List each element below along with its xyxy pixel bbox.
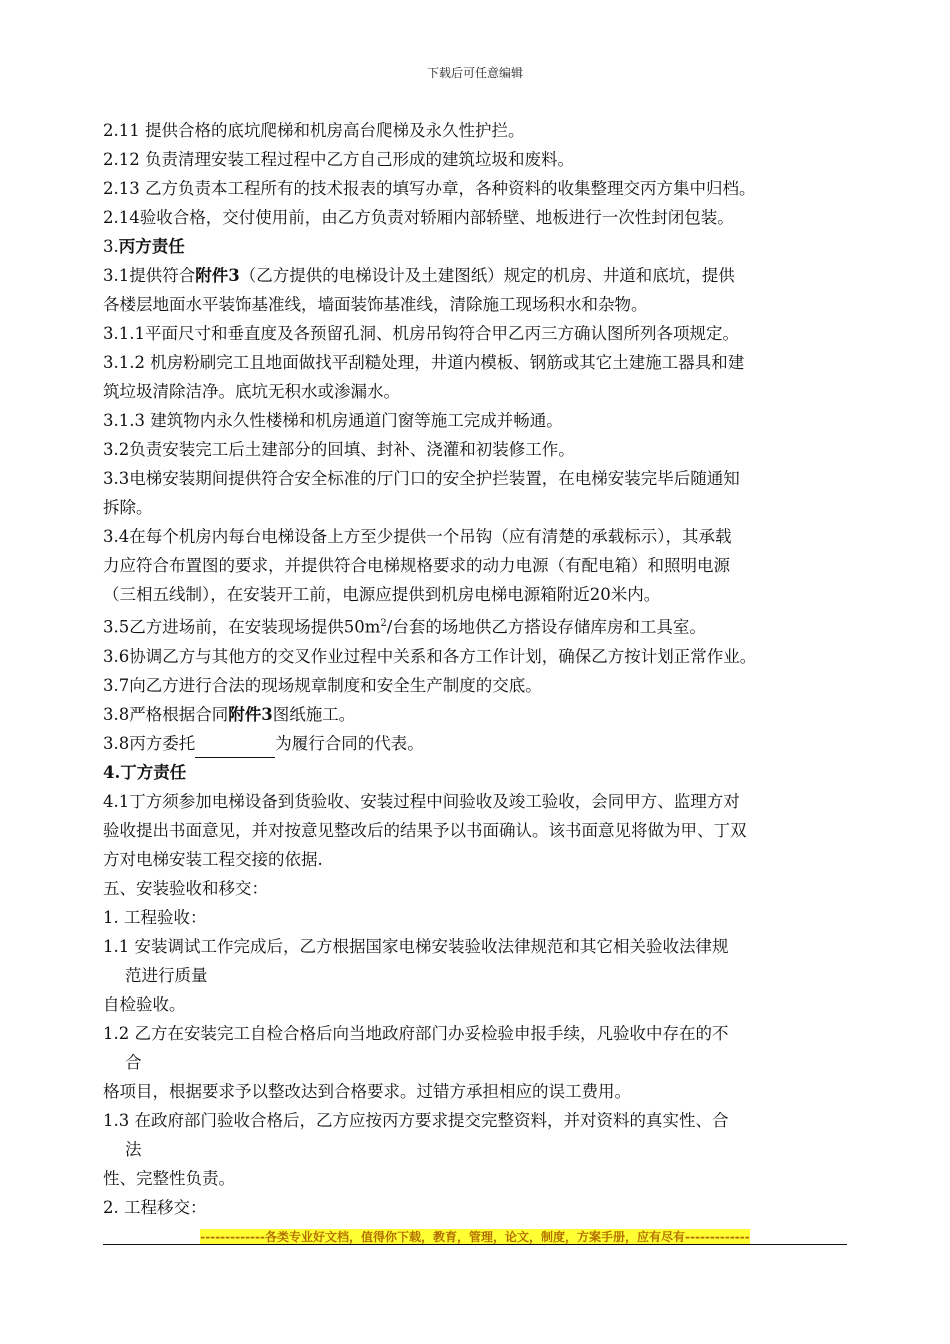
- clause-3-8: [103, 700, 853, 729]
- clause-1-2: 1.2 乙方在安装完工自检合格后向当地政府部门办妥检验申报手续，凡验收中存在的不: [103, 1023, 729, 1043]
- attachment-ref: 附件3: [195, 266, 240, 285]
- clause-3-1-1: 3.1.1平面尺寸和垂直度及各预留孔洞、机房吊钩符合甲乙丙三方确认图所列各项规定。: [103, 324, 739, 343]
- clause-4-1: 4.1丁方须参加电梯设备到货验收、安装过程中间验收及竣工验收，会同甲方、监理方对: [103, 791, 740, 811]
- clause-3-4-cont: 力应符合布置图的要求，并提供符合电梯规格要求的动力电源（有配电箱）和照明电源: [103, 556, 730, 575]
- page-header: 下载后可任意编辑: [426, 66, 523, 80]
- clause-3-6: 3.6协调乙方与其他方的交叉作业过程中关系和各方工作计划，确保乙方按计划正常作业。: [103, 646, 757, 666]
- footer-divider: [103, 1244, 847, 1245]
- text-run: 3.1提供符合: [103, 266, 196, 285]
- section-3-heading: [103, 232, 853, 261]
- section-4-heading: 4.丁方责任: [103, 762, 187, 782]
- clause-4-1-cont2: 方对电梯安装工程交接的依据.: [103, 849, 323, 869]
- text-run: 图纸施工。: [272, 704, 356, 724]
- text-run: 3.8丙方委托: [103, 733, 196, 753]
- document-body: [103, 116, 853, 1222]
- section-3-title: 丙方责任: [118, 237, 185, 256]
- page-footer: [0, 1226, 950, 1245]
- chapter-5-heading: 五、安装验收和移交：: [103, 878, 268, 898]
- text-run: 3.5乙方进场前，在安装现场提供50m: [103, 617, 381, 637]
- subsection-2-heading: 2. 工程移交：: [103, 1197, 207, 1217]
- clause-3-1: [103, 261, 853, 290]
- clause-3-3-cont: 拆除。: [103, 498, 153, 517]
- footer-banner: -------------各类专业好文档，值得你下载，教育，管理，论文，制度，方案手册，应有尽有-------------: [200, 1230, 750, 1244]
- clause-3-5: [103, 609, 853, 642]
- fill-in-blank[interactable]: [195, 739, 275, 758]
- clause-3-4: 3.4在每个机房内每台电梯设备上方至少提供一个吊钩（应有清楚的承载标示），其承载: [103, 527, 732, 546]
- clause-1-1-cont2: 自检验收。: [103, 994, 186, 1014]
- clause-3-3: 3.3电梯安装期间提供符合安全标准的厅门口的安全护拦装置，在电梯安装完毕后随通知: [103, 469, 740, 488]
- clause-3-7: 3.7向乙方进行合法的现场规章制度和安全生产制度的交底。: [103, 675, 542, 695]
- text-run: 3.8严格根据合同: [103, 704, 229, 724]
- clause-2-14: 2.14验收合格，交付使用前，由乙方负责对轿厢内部轿壁、地板进行一次性封闭包装。: [103, 208, 734, 227]
- clause-3-1-2: 3.1.2 机房粉刷完工且地面做找平刮糙处理，井道内模板、钢筋或其它土建施工器具和建: [103, 353, 745, 372]
- subsection-1-heading: 1. 工程验收：: [103, 907, 207, 927]
- superscript: 2: [380, 618, 387, 629]
- clause-3-1-2-cont: 筑垃圾清除洁净。底坑无积水或渗漏水。: [103, 382, 400, 401]
- clause-3-4-cont2: （三相五线制），在安装开工前，电源应提供到机房电梯电源箱附近20米内。: [103, 585, 661, 604]
- clause-3-1-3: 3.1.3 建筑物内永久性楼梯和机房通道门窗等施工完成并畅通。: [103, 411, 563, 430]
- clause-1-1: 1.1 安装调试工作完成后，乙方根据国家电梯安装验收法律规范和其它相关验收法律规: [103, 936, 729, 956]
- clause-2-12: 2.12 负责清理安装工程过程中乙方自己形成的建筑垃圾和废料。: [103, 150, 574, 169]
- clause-3-1-cont: 各楼层地面水平装饰基准线，墙面装饰基准线，清除施工现场积水和杂物。: [103, 295, 648, 314]
- section-3-number: 3.: [103, 237, 119, 256]
- attachment-ref: 附件3: [228, 704, 273, 724]
- clause-1-2-cont2: 格项目，根据要求予以整改达到合格要求。过错方承担相应的误工费用。: [103, 1081, 631, 1101]
- clause-1-3-cont2: 性、完整性负责。: [103, 1168, 235, 1188]
- text-run: 为履行合同的代表。: [275, 733, 424, 753]
- clause-1-3-cont: 法: [125, 1139, 142, 1159]
- text-run: /台套的场地供乙方搭设存储库房和工具室。: [386, 617, 706, 637]
- clause-4-1-cont: 验收提出书面意见，并对按意见整改后的结果予以书面确认。该书面意见将做为甲、丁双: [103, 820, 747, 840]
- clause-3-8-delegate: [103, 729, 853, 758]
- text-run: （乙方提供的电梯设计及土建图纸）规定的机房、井道和底坑，提供: [239, 266, 735, 285]
- clause-1-2-cont: 合: [125, 1052, 142, 1072]
- clause-1-1-cont: 范进行质量: [125, 965, 208, 985]
- clause-2-13: 2.13 乙方负责本工程所有的技术报表的填写办章，各种资料的收集整理交丙方集中归档。: [103, 179, 756, 198]
- clause-3-2: 3.2负责安装完工后土建部分的回填、封补、浇灌和初装修工作。: [103, 440, 575, 459]
- clause-2-11: 2.11 提供合格的底坑爬梯和机房高台爬梯及永久性护拦。: [103, 121, 525, 140]
- clause-1-3: 1.3 在政府部门验收合格后，乙方应按丙方要求提交完整资料，并对资料的真实性、合: [103, 1110, 729, 1130]
